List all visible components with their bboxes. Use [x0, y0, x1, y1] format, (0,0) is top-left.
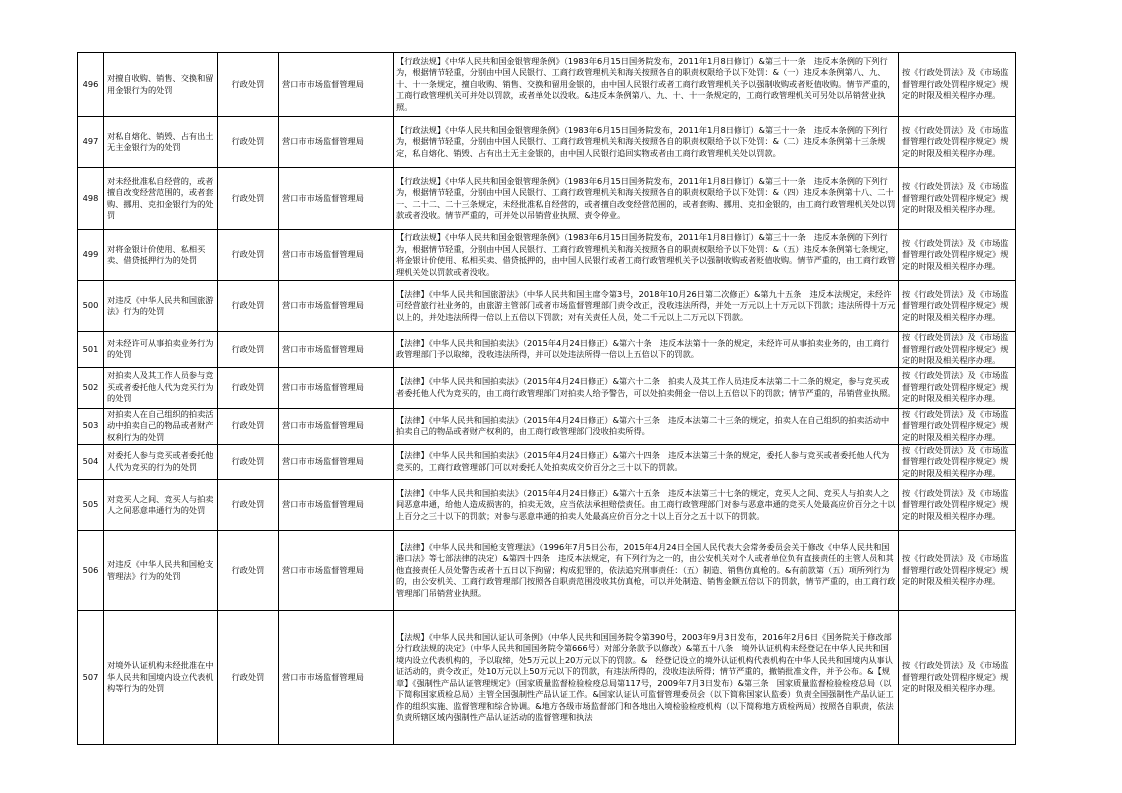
- department-cell: [279, 480, 394, 531]
- table-row: [78, 332, 1016, 368]
- legal-basis: 【法律】《中华人民共和国拍卖法》（2015年4月24日修正）&第六十四条 违反本法第三十条的规定，委托人参与竞买或者委托他人代为竞买的，工商行政管理部门可以对委托人处拍卖成交价百分之三十以下的罚款。: [396, 450, 890, 472]
- item-name-cell: [104, 408, 218, 444]
- department-cell: [279, 531, 394, 611]
- table-row: [78, 53, 1016, 117]
- legal-basis-cell: [394, 53, 899, 117]
- item-type-cell: [218, 480, 279, 531]
- legal-basis: 【法规】《中华人民共和国认证认可条例》（中华人民共和国国务院令第390号，2003年9月3日发布，2016年2月6日《国务院关于修改部分行政法规的决定》（中华人民共和国国务院令第666号）对部分条款予以修改）&第五十八条 境外认证机构未经登记在中华人民共和国境内设立代表机构的，予以取缔，处5万元以上20万元以下的罚款。& 经登记设立的境外认证机构代表机构在中华人民共和国境内从事认证活动的，责令改正，处10万元以上50万元以下的罚款，有违法所得的，没收违法所得；情节严重的，撤销批准文件，并予公布。&【规章】《强制性产品认证管理规定》（国家质量监督检验检疫总局第117号，2009年7月3日发布）&第三条 国家质量监督检验检疫总局（以下简称国家质检总局）主管全国强制性产品认证工作。&国家认证认可监督管理委员会（以下简称国家认监委）负责全国强制性产品认证工作的组织实施、监督管理和综合协调。&地方各级市场监督部门和各地出入境检验检疫机构（以下简称地方质检两局）按照各自职责，依法负责所辖区域内强制性产品认证活动的监督管理和执法: [396, 631, 894, 722]
- procedure-cell: [899, 230, 1016, 281]
- procedure-cell: [899, 444, 1016, 480]
- legal-basis: 【行政法规】《中华人民共和国金银管理条例》（1983年6月15日国务院发布，2011年1月8日修订）&第三十一条 违反本条例的下列行为，根据情节轻重，分别由中国人民银行、工商行政管理机关和海关按照各自的职责权限给予以下处罚：&（五）违反本条例第七条规定，将金银计价使用、私相买卖、借贷抵押的，由中国人民银行或者工商行政管理机关予以强制收购或者贬值收购。情节严重的，由工商行政管理机关处以罚款或者没收。: [396, 232, 896, 277]
- row-number: 505: [82, 499, 99, 510]
- item-type: 行政处罚: [231, 136, 265, 147]
- table-body: [78, 53, 1016, 745]
- row-number-cell: [78, 531, 104, 611]
- legal-basis-cell: [394, 531, 899, 611]
- procedure-cell: [899, 117, 1016, 168]
- item-type-cell: [218, 408, 279, 444]
- department-cell: [279, 168, 394, 230]
- department-cell: [279, 408, 394, 444]
- item-type: 行政处罚: [231, 249, 265, 260]
- item-name: 对私自熔化、销毁、占有出土无主金银行为的处罚: [107, 130, 214, 152]
- table-row: [78, 281, 1016, 332]
- item-name-cell: [104, 281, 218, 332]
- item-type-cell: [218, 444, 279, 480]
- department: 营口市市场监督管理局: [282, 671, 364, 682]
- department: 营口市市场监督管理局: [282, 249, 364, 260]
- legal-basis-cell: [394, 480, 899, 531]
- item-name-cell: [104, 332, 218, 368]
- item-type: 行政处罚: [231, 671, 265, 682]
- item-type: 行政处罚: [231, 300, 265, 311]
- item-name: 对委托人参与竞买或者委托他人代为竞买的行为的处罚: [107, 450, 214, 472]
- row-number: 499: [82, 249, 99, 260]
- procedure: 按《行政处罚法》及《市场监督管理行政处罚程序规定》规定的时限及相关程序办理。: [902, 67, 1009, 101]
- row-number: 501: [82, 343, 99, 354]
- legal-basis: 【法律】《中华人民共和国拍卖法》（2015年4月24日修正）&第六十二条 拍卖人及其工作人员违反本法第二十二条的规定，参与竞买或者委托他人代为竞买的，由工商行政管理部门对拍卖人给予警告，可以处拍卖佣金一倍以上五倍以下的罚款；情节严重的，吊销营业执照。: [396, 376, 896, 398]
- item-name-cell: [104, 531, 218, 611]
- item-type: 行政处罚: [231, 456, 265, 466]
- item-name-cell: [104, 367, 218, 408]
- item-name-cell: [104, 230, 218, 281]
- procedure-cell: [899, 332, 1016, 368]
- legal-basis: 【法律】《中华人民共和国拍卖法》（2015年4月24日修正）&第六十五条 违反本法第三十七条的规定，竞买人之间、竞买人与拍卖人之间恶意串通，给他人造成损害的，拍卖无效，应当依法承担赔偿责任。由工商行政管理部门对参与恶意串通的竞买人处最高应价百分之十以上百分之三十以下的罚款；对参与恶意串通的拍卖人处最高应价百分之十以上百分之五十以下的罚款。: [396, 487, 896, 521]
- item-type-cell: [218, 168, 279, 230]
- department-cell: [279, 53, 394, 117]
- table-row: [78, 444, 1016, 480]
- item-type-cell: [218, 332, 279, 368]
- item-name: 对境外认证机构未经批准在中华人民共和国境内设立代表机构等行为的处罚: [107, 660, 214, 694]
- department: 营口市市场监督管理局: [282, 381, 364, 392]
- procedure-cell: [899, 611, 1016, 745]
- item-type-cell: [218, 611, 279, 745]
- department-cell: [279, 230, 394, 281]
- legal-basis-cell: [394, 367, 899, 408]
- procedure-cell: [899, 531, 1016, 611]
- item-type: 行政处罚: [231, 343, 265, 354]
- department: 营口市市场监督管理局: [282, 136, 364, 147]
- item-name: 对违反《中华人民共和国枪支管理法》行为的处罚: [107, 559, 214, 581]
- row-number-cell: [78, 444, 104, 480]
- table-row: [78, 531, 1016, 611]
- item-type-cell: [218, 281, 279, 332]
- legal-basis-cell: [394, 117, 899, 168]
- department-cell: [279, 332, 394, 368]
- procedure: 按《行政处罚法》及《市场监督管理行政处罚程序规定》规定的时限及相关程序办理。: [902, 660, 1009, 694]
- row-number: 506: [82, 564, 99, 575]
- procedure-cell: [899, 281, 1016, 332]
- item-name: 对将金银计价使用、私相买卖、借贷抵押行为的处罚: [107, 243, 206, 265]
- item-name: 对拍卖人及其工作人员参与竞买或者委托他人代为竞买行为的处罚: [107, 370, 214, 404]
- punishment-table: [77, 52, 1016, 745]
- procedure-cell: [899, 408, 1016, 444]
- item-name: 对擅自收购、销售、交换和留用金银行为的处罚: [107, 73, 214, 95]
- legal-basis: 【法律】《中华人民共和国拍卖法》（2015年4月24日修正）&第六十条 违反本法第十一条的规定，未经许可从事拍卖业务的，由工商行政管理部门予以取缔，没收违法所得，并可以处违法所得一倍以上五倍以下的罚款。: [396, 337, 890, 360]
- procedure-cell: [899, 53, 1016, 117]
- legal-basis: 【法律】《中华人民共和国旅游法》（中华人民共和国主席令第3号，2018年10月26日第二次修正）&第九十五条 违反本法规定，未经许可经营旅行社业务的，由旅游主管部门或者市场监督管理部门责令改正，没收违法所得，并处一万元以上十万元以下罚款；违法所得十万元以上的，并处违法所得一倍以上五倍以下罚款；对有关责任人员，处二千元以上二万元以下罚款。: [396, 288, 896, 322]
- row-number-cell: [78, 230, 104, 281]
- table-row: [78, 117, 1016, 168]
- item-name-cell: [104, 611, 218, 745]
- item-type: 行政处罚: [231, 564, 265, 575]
- procedure: 按《行政处罚法》及《市场监督管理行政处罚程序规定》规定的时限及相关程序办理。: [902, 237, 1009, 271]
- department: 营口市市场监督管理局: [282, 300, 364, 311]
- item-name-cell: [104, 444, 218, 480]
- department: 营口市市场监督管理局: [282, 420, 364, 431]
- item-type: 行政处罚: [231, 499, 265, 510]
- table-row: [78, 367, 1016, 408]
- procedure: 按《行政处罚法》及《市场监督管理行政处罚程序规定》规定的时限及相关程序办理。: [902, 444, 1009, 478]
- row-number: 497: [82, 136, 99, 147]
- row-number: 496: [82, 78, 99, 89]
- table-row: [78, 168, 1016, 230]
- item-type-cell: [218, 230, 279, 281]
- procedure-cell: [899, 367, 1016, 408]
- legal-basis-cell: [394, 611, 899, 745]
- item-name: 对未经批准私自经营的，或者擅自改变经营范围的，或者套购、挪用、克扣金银行为的处罚: [107, 175, 214, 220]
- table-row: [78, 611, 1016, 745]
- department: 营口市市场监督管理局: [282, 564, 364, 575]
- row-number-cell: [78, 367, 104, 408]
- row-number-cell: [78, 408, 104, 444]
- department: 营口市市场监督管理局: [282, 499, 364, 510]
- department: 营口市市场监督管理局: [282, 192, 364, 203]
- row-number: 498: [82, 192, 99, 203]
- procedure: 按《行政处罚法》及《市场监督管理行政处罚程序规定》规定的时限及相关程序办理。: [902, 370, 1009, 404]
- department: 营口市市场监督管理局: [282, 78, 364, 89]
- procedure: 按《行政处罚法》及《市场监督管理行政处罚程序规定》规定的时限及相关程序办理。: [902, 124, 1009, 158]
- row-number-cell: [78, 480, 104, 531]
- row-number-cell: [78, 332, 104, 368]
- row-number: 504: [82, 456, 99, 466]
- procedure: 按《行政处罚法》及《市场监督管理行政处罚程序规定》规定的时限及相关程序办理。: [902, 332, 1009, 365]
- legal-basis-cell: [394, 281, 899, 332]
- legal-basis: 【法律】《中华人民共和国枪支管理法》（1996年7月5日公布，2015年4月24日全国人民代表大会常务委员会关于修改《中华人民共和国港口法》等七部法律的决定）&第四十四条 违反本法规定，有下列行为之一的，由公安机关对个人或者单位负有直接责任的主管人员和其他直接责任人员处警告或者十五日以下拘留；构成犯罪的，依法追究刑事责任：（五）制造、销售仿真枪的。&有前款第（五）项所列行为的，由公安机关、工商行政管理部门按照各自职责范围没收其仿真枪，可以并处制造、销售金额五倍以下的罚款，情节严重的，由工商行政管理部门吊销营业执照。: [396, 541, 896, 598]
- department-cell: [279, 117, 394, 168]
- item-type: 行政处罚: [231, 78, 265, 89]
- row-number-cell: [78, 53, 104, 117]
- item-name-cell: [104, 53, 218, 117]
- item-type-cell: [218, 53, 279, 117]
- legal-basis: 【行政法规】《中华人民共和国金银管理条例》（1983年6月15日国务院发布，2011年1月8日修订）&第三十一条 违反本条例的下列行为，根据情节轻重，分别由中国人民银行、工商行政管理机关和海关按照各自的职责权限给予以下处罚：&（二）违反本条例第十三条规定，私自熔化、销毁、占有出土无主金银的，由中国人民银行追回实物或者由工商行政管理机关处以罚款。: [396, 124, 888, 158]
- row-number: 507: [82, 671, 99, 682]
- department: 营口市市场监督管理局: [282, 343, 364, 354]
- procedure: 按《行政处罚法》及《市场监督管理行政处罚程序规定》规定的时限及相关程序办理。: [902, 487, 1009, 521]
- row-number-cell: [78, 281, 104, 332]
- row-number-cell: [78, 611, 104, 745]
- item-name: 对违反《中华人民共和国旅游法》行为的处罚: [107, 294, 214, 316]
- procedure-cell: [899, 168, 1016, 230]
- legal-basis: 【行政法规】《中华人民共和国金银管理条例》（1983年6月15日国务院发布，2011年1月8日修订）&第三十一条 违反本条例的下列行为，根据情节轻重，分别由中国人民银行、工商行政管理机关和海关按照各自的职责权限给予以下处罚：&（一）违反本条例第八、九、十、十一条规定，擅自收购、销售、交换和留用金银的，由中国人民银行或者工商行政管理机关予以强制收购或者贬值收购。情节严重的，工商行政管理机关可并处以罚款，或者单处以没收。&违反本条例第八、九、十、十一条规定的，工商行政管理机关可另处以吊销营业执照。: [396, 55, 896, 112]
- legal-basis: 【法律】《中华人民共和国拍卖法》（2015年4月24日修正）&第六十三条 违反本法第二十三条的规定，拍卖人在自己组织的拍卖活动中拍卖自己的物品或者财产权利的，由工商行政管理部门没收拍卖所得。: [396, 414, 890, 436]
- legal-basis-cell: [394, 230, 899, 281]
- legal-basis-cell: [394, 444, 899, 480]
- item-name: 对未经许可从事拍卖业务行为的处罚: [107, 337, 214, 360]
- table-row: [78, 230, 1016, 281]
- table-row: [78, 408, 1016, 444]
- row-number-cell: [78, 117, 104, 168]
- item-type: 行政处罚: [231, 192, 265, 203]
- item-name-cell: [104, 480, 218, 531]
- item-type-cell: [218, 531, 279, 611]
- item-name: 对拍卖人在自己组织的拍卖活动中拍卖自己的物品或者财产权利行为的处罚: [107, 408, 214, 442]
- row-number: 502: [82, 381, 99, 392]
- item-type-cell: [218, 367, 279, 408]
- procedure: 按《行政处罚法》及《市场监督管理行政处罚程序规定》规定的时限及相关程序办理。: [902, 408, 1009, 442]
- procedure-cell: [899, 480, 1016, 531]
- item-type: 行政处罚: [231, 381, 265, 392]
- legal-basis: 【行政法规】《中华人民共和国金银管理条例》（1983年6月15日国务院发布，2011年1月8日修订）&第三十一条 违反本条例的下列行为，根据情节轻重，分别由中国人民银行、工商行政管理机关和海关按照各自的职责权限给予以下处罚：&（四）违反本条例第十八、二十一、二十二、二十三条规定，未经批准私自经营的，或者擅自改变经营范围的，或者套购、挪用、克扣金银的，由工商行政管理机关处以罚款或者没收。情节严重的，可并处以吊销营业执照、责令停业。: [396, 175, 896, 220]
- legal-basis-cell: [394, 408, 899, 444]
- procedure: 按《行政处罚法》及《市场监督管理行政处罚程序规定》规定的时限及相关程序办理。: [902, 288, 1009, 322]
- department: 营口市市场监督管理局: [282, 456, 364, 466]
- department-cell: [279, 611, 394, 745]
- table-row: [78, 480, 1016, 531]
- item-name-cell: [104, 117, 218, 168]
- procedure: 按《行政处罚法》及《市场监督管理行政处罚程序规定》规定的时限及相关程序办理。: [902, 181, 1009, 215]
- department-cell: [279, 367, 394, 408]
- procedure: 按《行政处罚法》及《市场监督管理行政处罚程序规定》规定的时限及相关程序办理。: [902, 553, 1009, 587]
- row-number: 500: [82, 300, 99, 311]
- department-cell: [279, 281, 394, 332]
- department-cell: [279, 444, 394, 480]
- item-name-cell: [104, 168, 218, 230]
- item-type: 行政处罚: [231, 420, 265, 431]
- legal-basis-cell: [394, 332, 899, 368]
- legal-basis-cell: [394, 168, 899, 230]
- row-number: 503: [82, 420, 99, 431]
- item-type-cell: [218, 117, 279, 168]
- row-number-cell: [78, 168, 104, 230]
- item-name: 对竞买人之间、竞买人与拍卖人之间恶意串通行为的处罚: [107, 493, 214, 515]
